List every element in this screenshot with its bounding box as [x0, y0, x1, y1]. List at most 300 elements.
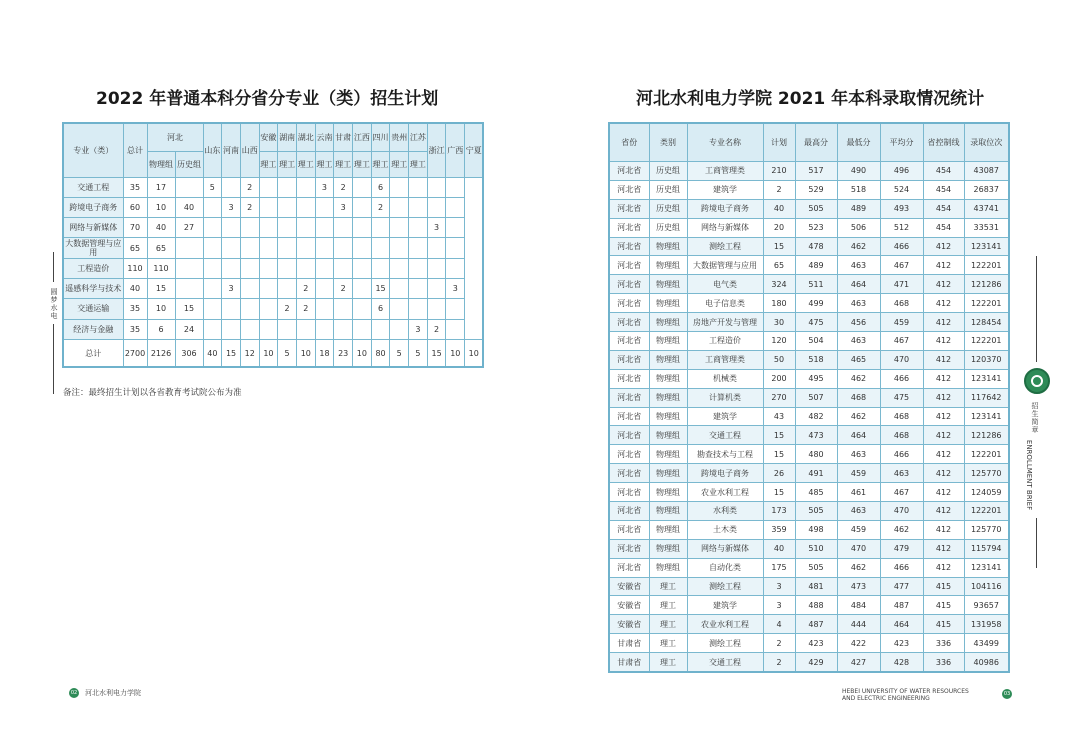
header-province: 广西: [446, 123, 465, 177]
plan-cell: [334, 258, 353, 278]
stats-cell: 15: [763, 237, 795, 256]
stats-cell: 125770: [964, 520, 1009, 539]
plan-cell: 2: [427, 319, 446, 339]
stats-row: [609, 237, 1009, 256]
plan-cell: [409, 177, 428, 197]
stats-cell: 物理组: [649, 313, 687, 332]
stats-cell: 412: [923, 502, 964, 521]
stats-cell: 462: [837, 237, 880, 256]
stats-row: [609, 332, 1009, 351]
stats-cell: 40986: [964, 653, 1009, 672]
plan-cell: [334, 238, 353, 258]
plan-cell: 40: [175, 197, 203, 217]
stats-cell: 理工: [649, 653, 687, 672]
header-province: 贵州: [390, 123, 409, 151]
stats-cell: 423: [880, 634, 923, 653]
stats-cell: 理工: [649, 634, 687, 653]
stats-cell: 463: [837, 502, 880, 521]
stats-row: [609, 653, 1009, 672]
stats-cell: 467: [880, 332, 923, 351]
stats-cell: 建筑学: [687, 596, 763, 615]
stats-cell: 200: [763, 369, 795, 388]
stats-cell: 河北省: [609, 218, 649, 237]
stats-cell: 土木类: [687, 520, 763, 539]
plan-cell: [315, 319, 334, 339]
stats-cell: 489: [837, 199, 880, 218]
stats-cell: 122201: [964, 256, 1009, 275]
stats-cell: 463: [837, 445, 880, 464]
stats-cell: 518: [795, 350, 837, 369]
plan-cell: [446, 319, 465, 339]
major-name: 交通运输: [63, 299, 123, 319]
stats-cell: 历史组: [649, 162, 687, 181]
stats-cell: 河北省: [609, 313, 649, 332]
stats-cell: 475: [795, 313, 837, 332]
stats-cell: 523: [795, 218, 837, 237]
stats-cell: 506: [837, 218, 880, 237]
plan-cell: 17: [147, 177, 175, 197]
header-province: 河南: [222, 123, 241, 177]
stats-cell: 115794: [964, 539, 1009, 558]
plan-cell: 110: [123, 258, 147, 278]
plan-cell: [446, 299, 465, 319]
stats-cell: 安徽省: [609, 596, 649, 615]
stats-row: [609, 162, 1009, 181]
stats-cell: 河北省: [609, 180, 649, 199]
header-province: 江苏: [409, 123, 428, 151]
plan-cell: 10: [147, 299, 175, 319]
header-hebei: 河北: [147, 123, 203, 151]
plan-cell: [222, 177, 241, 197]
stats-cell: 河北省: [609, 332, 649, 351]
stats-row: [609, 520, 1009, 539]
stats-cell: 499: [795, 294, 837, 313]
plan-cell: [334, 299, 353, 319]
stats-cell: 459: [837, 464, 880, 483]
header-province: 湖南: [278, 123, 297, 151]
stats-cell: 498: [795, 520, 837, 539]
header-subtype: 理工: [334, 151, 353, 177]
stats-cell: 104116: [964, 577, 1009, 596]
header-subtype: 理工: [259, 151, 278, 177]
plan-cell: [259, 177, 278, 197]
stats-cell: 网络与新媒体: [687, 218, 763, 237]
stats-row: [609, 464, 1009, 483]
stats-cell: 459: [880, 313, 923, 332]
plan-cell: [371, 238, 390, 258]
plan-cell: 35: [123, 299, 147, 319]
stats-cell: 理工: [649, 615, 687, 634]
plan-cell: [353, 299, 372, 319]
stats-cell: 124059: [964, 483, 1009, 502]
plan-cell: [409, 278, 428, 298]
stats-cell: 270: [763, 388, 795, 407]
stats-cell: 勘查技术与工程: [687, 445, 763, 464]
stats-row: [609, 180, 1009, 199]
plan-cell: [278, 197, 297, 217]
stats-cell: 359: [763, 520, 795, 539]
stats-cell: 15: [763, 445, 795, 464]
stats-cell: 422: [837, 634, 880, 653]
stats-cell: 121286: [964, 426, 1009, 445]
stats-cell: 485: [795, 483, 837, 502]
stats-cell: 物理组: [649, 237, 687, 256]
stats-cell: 15: [763, 426, 795, 445]
stats-cell: 468: [880, 426, 923, 445]
stats-cell: 412: [923, 237, 964, 256]
side-text-en: ENROLLMENT BRIEF: [1025, 439, 1034, 511]
header-province: 四川: [371, 123, 390, 151]
plan-cell: [296, 258, 315, 278]
stats-cell: 理工: [649, 577, 687, 596]
stats-cell: 131958: [964, 615, 1009, 634]
stats-row: [609, 294, 1009, 313]
plan-cell: [203, 197, 222, 217]
stats-cell: 122201: [964, 332, 1009, 351]
plan-cell: 2: [334, 177, 353, 197]
stats-cell: 462: [837, 369, 880, 388]
stats-cell: 河北省: [609, 502, 649, 521]
stats-column-header: 专业名称: [687, 123, 763, 162]
stats-cell: 2: [763, 180, 795, 199]
stats-row: [609, 256, 1009, 275]
stats-cell: 459: [837, 520, 880, 539]
stats-cell: 412: [923, 332, 964, 351]
plan-cell: [353, 258, 372, 278]
plan-cell: [446, 197, 465, 217]
stats-cell: 336: [923, 653, 964, 672]
plan-cell: [390, 319, 409, 339]
plan-cell: [353, 278, 372, 298]
plan-cell: [446, 258, 465, 278]
stats-cell: 454: [923, 162, 964, 181]
plan-cell: 27: [175, 218, 203, 238]
header-province: 山东: [203, 123, 222, 177]
total-cell: 40: [203, 339, 222, 367]
total-cell: 10: [446, 339, 465, 367]
stats-cell: 471: [880, 275, 923, 294]
stats-cell: 412: [923, 483, 964, 502]
stats-cell: 120: [763, 332, 795, 351]
total-cell: 2126: [147, 339, 175, 367]
plan-cell: [259, 218, 278, 238]
stats-column-header: 省份: [609, 123, 649, 162]
stats-cell: 473: [837, 577, 880, 596]
stats-column-header: 省控制线: [923, 123, 964, 162]
stats-cell: 412: [923, 558, 964, 577]
header-subtype: 理工: [371, 151, 390, 177]
plan-cell: [296, 238, 315, 258]
plan-cell: 3: [222, 197, 241, 217]
stats-column-header: 计划: [763, 123, 795, 162]
plan-cell: [222, 258, 241, 278]
stats-cell: 甘肃省: [609, 634, 649, 653]
header-province: 宁夏: [465, 123, 484, 177]
stats-cell: 467: [880, 256, 923, 275]
stats-cell: 123141: [964, 407, 1009, 426]
stats-cell: 464: [880, 615, 923, 634]
stats-cell: 理工: [649, 596, 687, 615]
stats-row: [609, 596, 1009, 615]
plan-cell: [409, 258, 428, 278]
stats-cell: 工商管理类: [687, 162, 763, 181]
total-cell: 15: [427, 339, 446, 367]
stats-cell: 测绘工程: [687, 237, 763, 256]
stats-cell: 甘肃省: [609, 653, 649, 672]
plan-cell: [390, 177, 409, 197]
total-cell: 12: [240, 339, 259, 367]
plan-cell: 2: [278, 299, 297, 319]
total-cell: 10: [296, 339, 315, 367]
footer-right: [842, 688, 1011, 702]
plan-cell: 10: [147, 197, 175, 217]
plan-cell: [222, 238, 241, 258]
stats-cell: 461: [837, 483, 880, 502]
school-emblem-icon: [1024, 368, 1050, 394]
stats-cell: 33531: [964, 218, 1009, 237]
stats-cell: 网络与新媒体: [687, 539, 763, 558]
stats-cell: 26837: [964, 180, 1009, 199]
stats-cell: 大数据管理与应用: [687, 256, 763, 275]
stats-cell: 物理组: [649, 426, 687, 445]
plan-cell: [259, 319, 278, 339]
plan-cell: [409, 299, 428, 319]
stats-cell: 478: [795, 237, 837, 256]
stats-column-header: 最低分: [837, 123, 880, 162]
footer-en-line-1: HEBEI UNIVERSITY OF WATER RESOURCES: [842, 688, 969, 695]
stats-cell: 463: [837, 332, 880, 351]
plan-cell: 2: [240, 197, 259, 217]
stats-cell: 468: [837, 388, 880, 407]
stats-cell: 463: [837, 256, 880, 275]
stats-cell: 415: [923, 615, 964, 634]
stats-cell: 412: [923, 464, 964, 483]
stats-cell: 123141: [964, 369, 1009, 388]
stats-cell: 河北省: [609, 426, 649, 445]
stats-cell: 河北省: [609, 237, 649, 256]
stats-cell: 465: [837, 350, 880, 369]
plan-cell: [446, 238, 465, 258]
stats-cell: 河北省: [609, 162, 649, 181]
stats-cell: 464: [837, 275, 880, 294]
stats-cell: 计算机类: [687, 388, 763, 407]
stats-cell: 412: [923, 256, 964, 275]
stats-row: [609, 634, 1009, 653]
total-cell: 18: [315, 339, 334, 367]
plan-cell: [315, 258, 334, 278]
stats-cell: 125770: [964, 464, 1009, 483]
stats-cell: 122201: [964, 502, 1009, 521]
page-number-right: 03: [1003, 691, 1011, 697]
stats-row: [609, 483, 1009, 502]
stats-cell: 河北省: [609, 294, 649, 313]
footer-school-name: 河北水利电力学院: [85, 689, 141, 697]
stats-cell: 安徽省: [609, 577, 649, 596]
stats-cell: 测绘工程: [687, 634, 763, 653]
stats-cell: 河北省: [609, 199, 649, 218]
stats-row: [609, 388, 1009, 407]
stats-cell: 40: [763, 199, 795, 218]
stats-cell: 121286: [964, 275, 1009, 294]
stats-cell: 河北省: [609, 369, 649, 388]
plan-row: [63, 258, 483, 278]
side-line: [53, 324, 54, 394]
stats-cell: 电子信息类: [687, 294, 763, 313]
plan-cell: [427, 258, 446, 278]
plan-cell: [353, 177, 372, 197]
plan-cell: [203, 258, 222, 278]
total-cell: 10: [353, 339, 372, 367]
plan-cell: [315, 299, 334, 319]
plan-title: 2022 年普通本科分省分专业（类）招生计划: [96, 89, 439, 109]
stats-cell: 123141: [964, 237, 1009, 256]
stats-cell: 65: [763, 256, 795, 275]
stats-cell: 交通工程: [687, 653, 763, 672]
stats-cell: 物理组: [649, 256, 687, 275]
stats-cell: 15: [763, 483, 795, 502]
plan-cell: [315, 278, 334, 298]
header-subtype: 理工: [278, 151, 297, 177]
plan-cell: 15: [147, 278, 175, 298]
major-name: 经济与金融: [63, 319, 123, 339]
admission-stats-table: [608, 122, 1010, 673]
stats-cell: 210: [763, 162, 795, 181]
stats-row: [609, 218, 1009, 237]
stats-cell: 物理组: [649, 520, 687, 539]
plan-cell: [371, 218, 390, 238]
stats-cell: 122201: [964, 294, 1009, 313]
stats-cell: 412: [923, 350, 964, 369]
stats-cell: 412: [923, 426, 964, 445]
total-cell: 15: [222, 339, 241, 367]
plan-cell: 65: [147, 238, 175, 258]
total-cell: 10: [465, 339, 484, 367]
plan-cell: 6: [147, 319, 175, 339]
footer-en-line-2: AND ELECTRIC ENGINEERING: [842, 695, 930, 702]
plan-cell: [296, 197, 315, 217]
stats-cell: 473: [795, 426, 837, 445]
plan-note: 备注：最终招生计划以各省教育考试院公布为准: [63, 388, 242, 398]
plan-cell: [278, 238, 297, 258]
plan-cell: 2: [240, 177, 259, 197]
plan-cell: [259, 299, 278, 319]
plan-cell: [409, 197, 428, 217]
plan-cell: [427, 299, 446, 319]
plan-cell: [278, 177, 297, 197]
plan-cell: [175, 278, 203, 298]
stats-cell: 河北省: [609, 407, 649, 426]
plan-row: [63, 197, 483, 217]
plan-cell: 6: [371, 299, 390, 319]
stats-cell: 529: [795, 180, 837, 199]
stats-cell: 412: [923, 294, 964, 313]
header-province: 浙江: [427, 123, 446, 177]
plan-cell: 35: [123, 319, 147, 339]
stats-column-header: 类别: [649, 123, 687, 162]
stats-column-header: 录取位次: [964, 123, 1009, 162]
plan-cell: 2: [296, 278, 315, 298]
plan-cell: [427, 278, 446, 298]
plan-cell: [278, 258, 297, 278]
stats-cell: 122201: [964, 445, 1009, 464]
plan-cell: [222, 218, 241, 238]
stats-column-header: 平均分: [880, 123, 923, 162]
stats-cell: 464: [837, 426, 880, 445]
stats-cell: 农业水利工程: [687, 615, 763, 634]
stats-cell: 336: [923, 634, 964, 653]
stats-cell: 河北省: [609, 388, 649, 407]
stats-row: [609, 199, 1009, 218]
plan-cell: [390, 238, 409, 258]
stats-cell: 40: [763, 539, 795, 558]
major-name: 网络与新媒体: [63, 218, 123, 238]
plan-cell: 40: [123, 278, 147, 298]
plan-cell: [240, 319, 259, 339]
stats-cell: 30: [763, 313, 795, 332]
stats-cell: 507: [795, 388, 837, 407]
stats-cell: 496: [880, 162, 923, 181]
plan-cell: [390, 197, 409, 217]
stats-cell: 415: [923, 596, 964, 615]
major-name: 大数据管理与应用: [63, 238, 123, 258]
plan-cell: [296, 177, 315, 197]
footer-left: [69, 688, 141, 698]
total-cell: 23: [334, 339, 353, 367]
plan-cell: [240, 278, 259, 298]
stats-cell: 412: [923, 369, 964, 388]
stats-cell: 河北省: [609, 256, 649, 275]
stats-cell: 物理组: [649, 558, 687, 577]
plan-cell: [175, 258, 203, 278]
plan-cell: [240, 238, 259, 258]
stats-cell: 建筑学: [687, 180, 763, 199]
stats-cell: 物理组: [649, 294, 687, 313]
plan-cell: [353, 238, 372, 258]
plan-cell: [278, 218, 297, 238]
stats-cell: 466: [880, 445, 923, 464]
stats-cell: 历史组: [649, 180, 687, 199]
stats-cell: 水利类: [687, 502, 763, 521]
plan-cell: [371, 258, 390, 278]
stats-cell: 454: [923, 180, 964, 199]
stats-cell: 477: [880, 577, 923, 596]
stats-cell: 93657: [964, 596, 1009, 615]
stats-cell: 120370: [964, 350, 1009, 369]
stats-cell: 462: [837, 558, 880, 577]
header-province: 湖北: [296, 123, 315, 151]
stats-cell: 农业水利工程: [687, 483, 763, 502]
plan-cell: [222, 319, 241, 339]
stats-cell: 43499: [964, 634, 1009, 653]
stats-row: [609, 313, 1009, 332]
stats-cell: 2: [763, 653, 795, 672]
stats-cell: 484: [837, 596, 880, 615]
plan-cell: [353, 218, 372, 238]
plan-row: [63, 299, 483, 319]
plan-cell: 65: [123, 238, 147, 258]
stats-cell: 物理组: [649, 332, 687, 351]
stats-cell: 463: [837, 294, 880, 313]
plan-row: [63, 319, 483, 339]
stats-cell: 河北省: [609, 539, 649, 558]
stats-cell: 20: [763, 218, 795, 237]
plan-cell: [259, 278, 278, 298]
stats-cell: 512: [880, 218, 923, 237]
total-cell: 2700: [123, 339, 147, 367]
stats-cell: 自动化类: [687, 558, 763, 577]
stats-cell: 412: [923, 539, 964, 558]
stats-cell: 4: [763, 615, 795, 634]
